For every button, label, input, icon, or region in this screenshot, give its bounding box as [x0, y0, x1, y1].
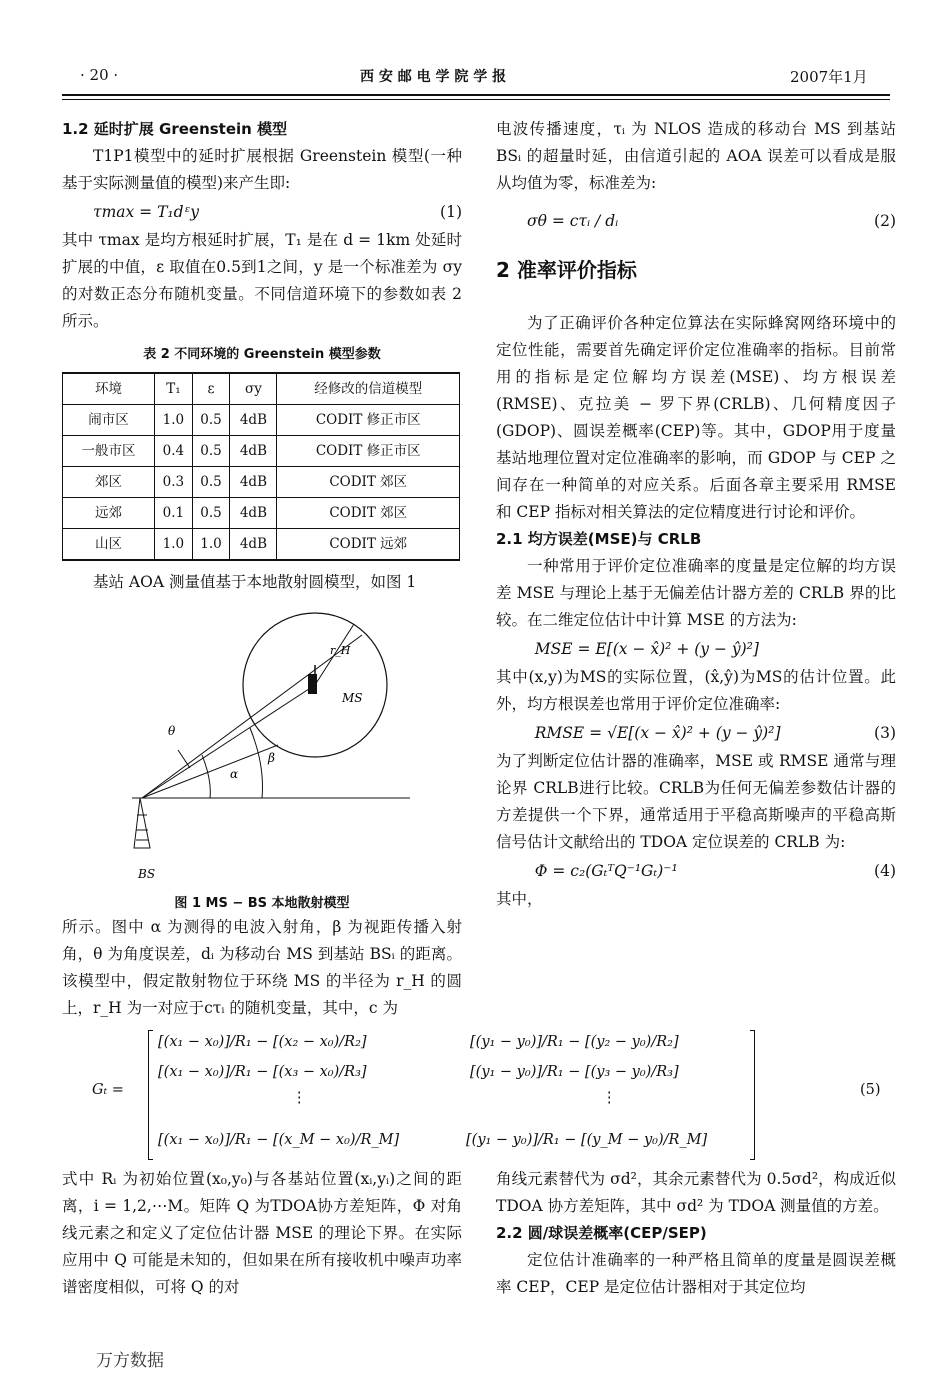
- table-cell: 0.3: [155, 467, 193, 498]
- alpha-label: α: [230, 767, 239, 781]
- watermark-footer: 万方数据: [96, 1351, 164, 1371]
- table-cell: 0.5: [192, 405, 230, 436]
- equation-body: MSE = E[(x − x̂)² + (y − ŷ)²]: [534, 639, 759, 658]
- paragraph: 定位估计准确率的一种严格且简单的度量是圆误差概率 CEP，CEP 是定位估计器相对于其定位均: [496, 1251, 896, 1296]
- paragraph: 基站 AOA 测量值基于本地散射圆模型，如图 1: [93, 573, 417, 591]
- table-header-cell: ε: [192, 373, 230, 405]
- paragraph: 其中(x,y)为MS的实际位置，(x̂,ŷ)为MS的估计位置。此外，均方根误差也常用于评价定位准确率:: [496, 668, 896, 713]
- matrix-cell: [(y₁ − y₀)]/R₁ − [(y₂ − y₀)/R₂]: [470, 1034, 679, 1050]
- table-cell: 山区: [63, 529, 155, 561]
- equation-number: (2): [874, 211, 896, 230]
- table-row: [63, 405, 460, 436]
- paragraph: 为了正确评价各种定位算法在实际蜂窝网络环境中的定位性能，需要首先确定评价定位准确率的指标。目前常用的指标是定位解均方误差(MSE)、均方根误差(RMSE)、克拉美 − 罗下界(CRLB)、几何精度因子(GDOP)、圆误差概率(CEP)等。其中，GDOP用于度量基站地理位置对定位准确率的影响，而 GDOP 与 CEP 之间存在一种简单的对应关系。后面各章主要采用 RMSE 和 CEP 指标对相关算法的定位精度进行讨论和评价。: [496, 314, 896, 521]
- equation-body: σθ = cτᵢ / dᵢ: [527, 211, 619, 230]
- matrix-cell: [(y₁ − y₀)]/R₁ − [(y₃ − y₀)/R₃]: [470, 1064, 679, 1080]
- table-cell: CODIT 郊区: [277, 498, 460, 529]
- left-column-bottom: [62, 914, 462, 1022]
- bs-label: BS: [138, 867, 156, 881]
- paragraph: 电波传播速度，τᵢ 为 NLOS 造成的移动台 MS 到基站 BSᵢ 的超量时延，由信道引起的 AOA 误差可以看成是服从均值为零，标准差为:: [496, 120, 896, 192]
- journal-title: 西 安 邮 电 学 院 学 报: [360, 69, 507, 85]
- matrix-cell: [(x₁ − x₀)]/R₁ − [(x₃ − x₀)/R₃]: [158, 1064, 367, 1080]
- table-header-cell: 经修改的信道模型: [277, 373, 460, 405]
- ms-phone-icon: [308, 674, 317, 694]
- table-cell: 4dB: [230, 498, 277, 529]
- matrix-lhs: Gₜ =: [92, 1082, 124, 1098]
- beta-arc: [250, 728, 263, 798]
- table-cell: 4dB: [230, 467, 277, 498]
- issue-date: 2007年1月: [790, 68, 868, 86]
- matrix-dots: ⋮: [292, 1090, 307, 1106]
- paragraph: T1P1模型中的延时扩展根据 Greenstein 模型(一种基于实际测量值的模型)来产生即:: [62, 147, 462, 192]
- paragraph: 其中 τmax 是均方根延时扩展，T₁ 是在 d = 1km 处延时扩展的中值，ε 取值在0.5到1之间，y 是一个标准差为 σy 的对数正态分布随机变量。不同信道环境下的参数如表 2 所示。: [62, 231, 462, 330]
- matrix-cell: [(x₁ − x₀)]/R₁ − [(x₂ − x₀)/R₂]: [158, 1034, 367, 1050]
- section-heading-2-1: 2.1 均方误差(MSE)与 CRLB: [496, 530, 702, 548]
- equation-3: [496, 718, 896, 748]
- header-rule: [62, 94, 890, 96]
- equation-number: (4): [874, 861, 896, 880]
- table-cell: 远郊: [63, 498, 155, 529]
- right-column-lower: [496, 1166, 896, 1301]
- table-cell: 1.0: [155, 405, 193, 436]
- table-cell: 闹市区: [63, 405, 155, 436]
- ms-label: MS: [342, 691, 363, 705]
- table-cell: 4dB: [230, 405, 277, 436]
- header-rule-thin: [62, 99, 890, 100]
- equation-body: τmax = T₁dᵋy: [93, 202, 199, 221]
- table-cell: 郊区: [63, 467, 155, 498]
- paragraph: 角线元素替代为 σd²，其余元素替代为 0.5σd²，构成近似 TDOA 协方差矩阵，其中 σd² 为 TDOA 测量值的方差。: [496, 1170, 896, 1215]
- rh-label: r_H: [330, 644, 351, 657]
- table-caption: 表 2 不同环境的 Greenstein 模型参数: [143, 347, 381, 362]
- left-column: [62, 116, 462, 596]
- table-row: [63, 498, 460, 529]
- matrix-cell: [(y₁ − y₀)]/R₁ − [(y_M − y₀)/R_M]: [466, 1132, 708, 1148]
- equation-mse: [496, 634, 896, 664]
- equation-number: (3): [874, 723, 896, 742]
- table-row: [63, 529, 460, 561]
- section-heading-1-2: 1.2 延时扩展 Greenstein 模型: [62, 120, 288, 138]
- left-bracket: [148, 1030, 153, 1160]
- table-header-cell: 环境: [63, 373, 155, 405]
- table-cell: 1.0: [192, 529, 230, 561]
- equation-4: [496, 856, 896, 886]
- equation-5: [62, 1030, 890, 1160]
- beta-label: β: [268, 751, 275, 765]
- section-heading-2: 2 准率评价指标: [496, 258, 637, 282]
- equation-1: [62, 197, 462, 227]
- paragraph: 所示。图中 α 为测得的电波入射角，β 为视距传播入射角，θ 为角度误差，dᵢ 为移动台 MS 到基站 BSᵢ 的距离。该模型中，假定散射物位于环绕 MS 的半径为 r_H 的圆上，r_H 为一对应于cτᵢ 的随机变量，其中，c 为: [62, 918, 462, 1017]
- section-heading-2-2: 2.2 圆/球误差概率(CEP/SEP): [496, 1224, 707, 1242]
- table-row: [63, 436, 460, 467]
- los-ray: [142, 685, 315, 798]
- table-cell: 4dB: [230, 436, 277, 467]
- paragraph: 其中，: [496, 890, 543, 908]
- paragraph: 为了判断定位估计器的准确率，MSE 或 RMSE 通常与理论界 CRLB进行比较。CRLB为任何无偏差参数估计器的方差提供一个下界，通常适用于平稳高斯噪声的平稳高斯信号估计文献给出的 TDOA 定位误差的 CRLB 为:: [496, 752, 896, 851]
- table-header-cell: T₁: [155, 373, 193, 405]
- table-cell: CODIT 修正市区: [277, 405, 460, 436]
- table-cell: 0.1: [155, 498, 193, 529]
- theta-arc: [178, 750, 190, 768]
- paragraph: 一种常用于评价定位准确率的度量是定位解的均方误差 MSE 与理论上基于无偏差估计器方差的 CRLB 界的比较。在二维定位估计中计算 MSE 的方法为:: [496, 557, 896, 629]
- right-column: [496, 116, 896, 913]
- figure-caption: 图 1 MS − BS 本地散射模型: [174, 896, 350, 911]
- bs-tower-icon: [134, 798, 150, 848]
- paragraph: 式中 Rᵢ 为初始位置(x₀,y₀)与各基站位置(xᵢ,yᵢ)之间的距离，i = 1,2,⋯M。矩阵 Q 为TDOA协方差矩阵，Φ 对角线元素之和定义了定位估计器 MSE 的理论下界。在实际应用中 Q 可能是未知的，但如果在所有接收机中噪声功率谱密度相似，可将 Q 的对: [62, 1170, 462, 1296]
- table-cell: 0.5: [192, 498, 230, 529]
- table-cell: CODIT 远郊: [277, 529, 460, 561]
- equation-body: Φ = c₂(GₜᵀQ⁻¹Gₜ)⁻¹: [534, 861, 678, 880]
- greenstein-table: [62, 372, 460, 561]
- table-cell: 0.4: [155, 436, 193, 467]
- table-cell: CODIT 郊区: [277, 467, 460, 498]
- equation-2: [496, 197, 896, 245]
- matrix-dots: ⋮: [602, 1090, 617, 1106]
- equation-number: (1): [440, 202, 462, 221]
- equation-body: RMSE = √E[(x − x̂)² + (y − ŷ)²]: [534, 723, 781, 742]
- scattering-model-figure: [110, 610, 420, 890]
- table-cell: 0.5: [192, 467, 230, 498]
- table-cell: 一般市区: [63, 436, 155, 467]
- theta-label: θ: [168, 724, 176, 738]
- right-bracket: [750, 1030, 755, 1160]
- upper-ray: [142, 635, 362, 798]
- table-row: [63, 467, 460, 498]
- table-header-cell: σy: [230, 373, 277, 405]
- page-number: · 20 ·: [80, 66, 119, 84]
- alpha-arc: [202, 755, 210, 798]
- table-cell: 0.5: [192, 436, 230, 467]
- table-cell: 4dB: [230, 529, 277, 561]
- matrix-cell: [(x₁ − x₀)]/R₁ − [(x_M − x₀)/R_M]: [158, 1132, 400, 1148]
- table-cell: CODIT 修正市区: [277, 436, 460, 467]
- equation-number: (5): [860, 1082, 881, 1098]
- left-column-lower: [62, 1166, 462, 1301]
- table-cell: 1.0: [155, 529, 193, 561]
